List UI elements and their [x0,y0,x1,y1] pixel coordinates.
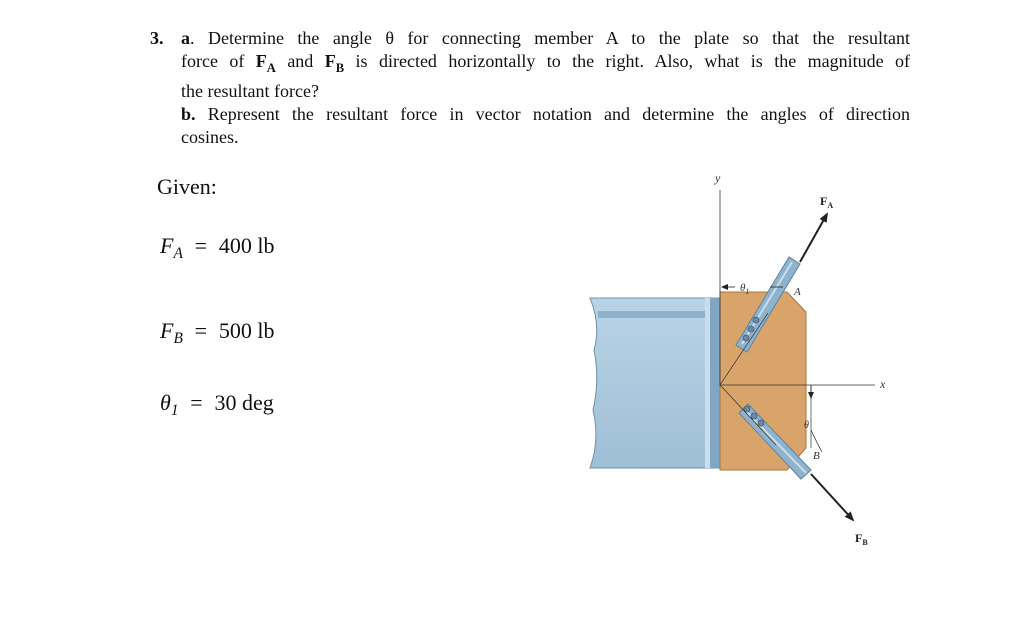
statics-figure [585,168,915,558]
label-a: A [794,286,801,298]
y-axis-label: y [715,171,721,185]
fb-bold: $F_B$ [324,51,345,75]
bolt-icon [748,326,754,332]
given-title: Given: [157,174,217,199]
given-fb: $F_B = 500$ lb [160,318,275,347]
problem-body [181,27,910,149]
problem-number: 3. [150,28,164,48]
part-b-line-2: cosines. [181,127,239,147]
given-theta1-value: 30 deg [214,390,274,415]
label-fb: $F_B$ [855,531,868,547]
bolt-icon [743,335,749,341]
bolt-icon [744,406,750,412]
beam-end-flange [710,298,720,468]
force-fb-arrow [811,474,853,520]
part-a-line-2: force of $F_A$ and $F_B$ is directed horizontally to the right. Also, what is the magnitude of [181,51,911,75]
given-fb-value: 500 lb [218,318,275,343]
fa-bold: $F_A$ [255,51,276,75]
part-b-label: b. [181,104,196,124]
part-a-label: a [181,28,190,48]
x-axis-label: x [880,377,886,391]
given-fa: $F_A = 400$ lb [160,233,275,262]
bolt-icon [753,317,759,323]
given-fa-value: 400 lb [218,233,275,258]
given-theta1: $\theta_1 = 30$ deg [160,390,274,419]
label-b: B [813,450,820,462]
part-a-line-3: the resultant force? [181,81,319,101]
bolt-icon [751,413,757,419]
label-theta: θ [804,420,809,431]
label-fa: $F_A$ [820,194,834,210]
part-b-line-1: b. Represent the resultant force in vector notation and determine the angles of direction [181,104,910,124]
part-a-line-1: a. Determine the angle θ for connecting member A to the plate so that the resultant [181,28,910,48]
bolt-icon [758,420,764,426]
problem-statement [150,27,910,149]
force-fa-arrow [800,214,827,262]
beam-flange-line [598,311,720,318]
i-beam [590,298,720,468]
label-theta1: $\theta_1$ [740,282,750,296]
